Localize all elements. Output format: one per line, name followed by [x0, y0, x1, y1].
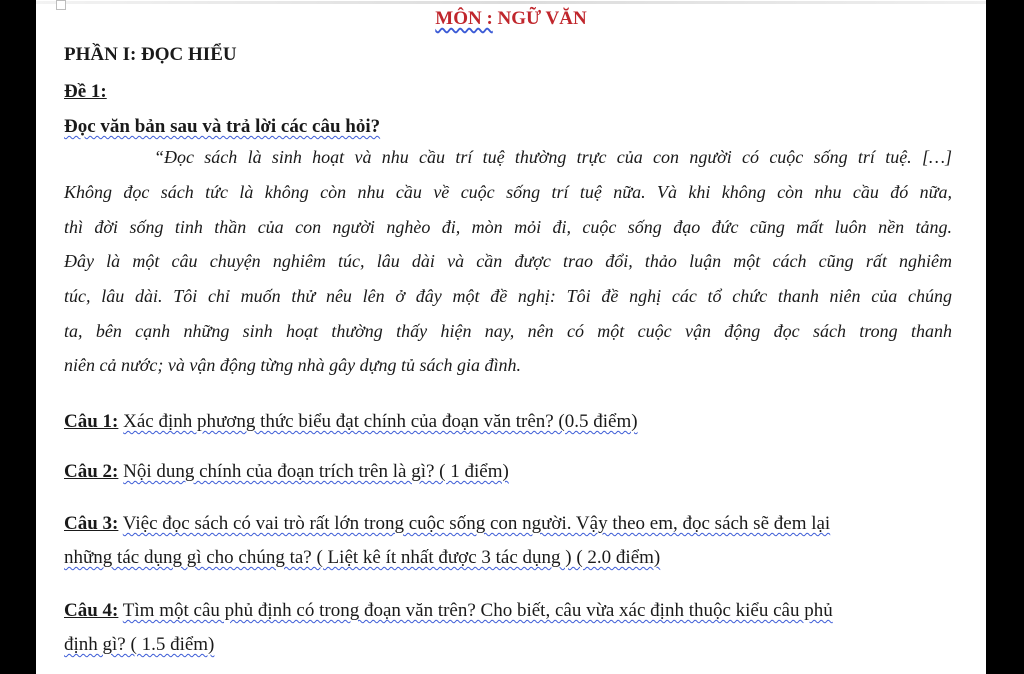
page-top-border: [36, 1, 986, 4]
question-2: [64, 461, 509, 483]
document-page: [36, 0, 986, 674]
question-text: định gì? ( 1.5 điểm): [64, 634, 215, 655]
question-label: Câu 1:: [64, 411, 119, 432]
passage-line: túc, lâu dài. Tôi chỉ muốn thử nêu lên ở đây một đề nghị: Tôi đề nghị các tổ chức thanh niên của chúng: [64, 286, 952, 306]
question-4: [64, 600, 833, 622]
question-text: Nội dung chính của đoạn trích trên là gì? ( 1 điểm): [123, 461, 509, 482]
question-label: Câu 3:: [64, 513, 119, 534]
exam-label: Đề 1:: [64, 81, 107, 102]
question-3: [64, 513, 830, 535]
part-title: PHẦN I: ĐỌC HIỂU: [64, 44, 237, 65]
question-label: Câu 4:: [64, 600, 119, 621]
question-4-continued: [64, 634, 214, 656]
passage-line: ta, bên cạnh những sinh hoạt thường thấy hiện nay, nên có một cuộc vận động đọc sách trong thanh: [64, 321, 952, 341]
passage-line: Đây là một câu chuyện nghiêm túc, lâu dài và cần được trao đổi, thảo luận một cách cũng rất nghiêm: [64, 251, 952, 271]
passage-line: “Đọc sách là sinh hoạt và nhu cầu trí tuệ thường trực của con người có cuộc sống trí tuệ. […]: [154, 147, 952, 167]
question-text: Tìm một câu phủ định có trong đoạn văn trên? Cho biết, câu vừa xác định thuộc kiểu câu phủ: [122, 600, 833, 621]
question-text: những tác dụng gì cho chúng ta? ( Liệt kê ít nhất được 3 tác dụng ) ( 2.0 điểm): [64, 547, 661, 568]
question-3-continued: [64, 547, 660, 569]
question-text: Xác định phương thức biểu đạt chính của đoạn văn trên? (0.5 điểm): [123, 411, 638, 432]
question-1: [64, 411, 638, 433]
question-label: Câu 2:: [64, 461, 119, 482]
passage-line: Không đọc sách tức là không còn nhu cầu về cuộc sống trí tuệ nữa. Và khi không còn nhu cầu đó nữa,: [64, 182, 952, 202]
subject-label: MÔN :: [435, 8, 493, 29]
subject-name: NGỮ VĂN: [497, 8, 587, 29]
passage-line: thì đời sống tinh thần của con người nghèo đi, mòn mỏi đi, cuộc sống đạo đức cũng mất luôn nền tảng.: [64, 217, 952, 237]
question-text: Việc đọc sách có vai trò rất lớn trong cuộc sống con người. Vậy theo em, đọc sách sẽ đem lại: [122, 513, 831, 534]
passage-line: niên cả nước; và vận động từng nhà gây dựng tủ sách gia đình.: [64, 355, 521, 375]
instruction-text: Đọc văn bản sau và trả lời các câu hỏi?: [64, 116, 381, 137]
subject-heading: [36, 8, 986, 30]
